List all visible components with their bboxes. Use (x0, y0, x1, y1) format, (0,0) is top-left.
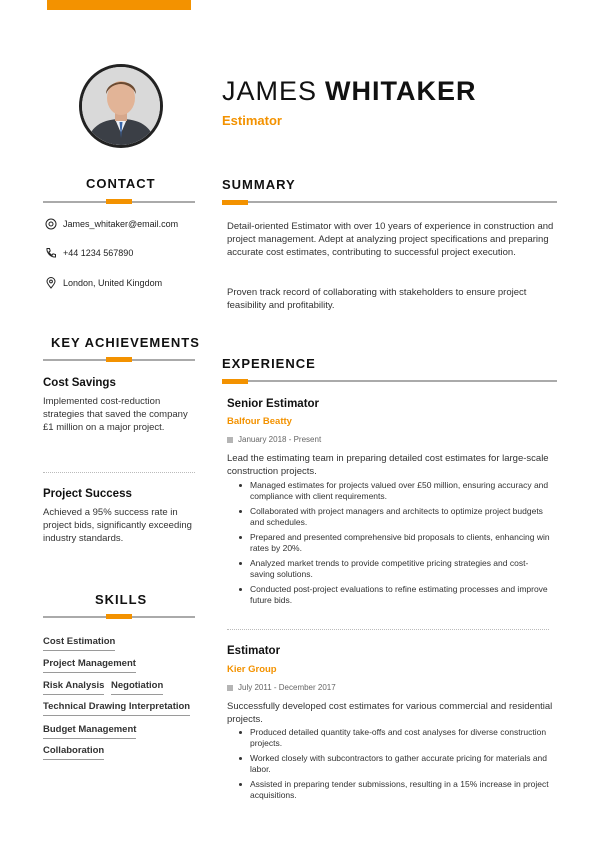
contact-phone-row (45, 247, 133, 259)
contact-email[interactable]: James_whitaker@email.com (63, 219, 179, 229)
job-title: Estimator (222, 113, 282, 128)
skill-tag: Collaboration (43, 745, 104, 760)
location-pin-icon (45, 277, 57, 289)
job-intro: Lead the estimating team in preparing detailed cost estimates for large-scale construction projects. (227, 453, 549, 477)
skills-heading: SKILLS (95, 592, 148, 607)
achievement-title: Project Success (43, 488, 132, 500)
achievement-title: Cost Savings (43, 377, 116, 389)
contact-accent (106, 199, 132, 204)
skills-accent (106, 614, 132, 619)
job-dates (227, 435, 321, 444)
job-divider (227, 629, 549, 630)
contact-phone[interactable]: +44 1234 567890 (63, 248, 134, 258)
experience-rule (222, 380, 557, 382)
skill-tag: Technical Drawing Interpretation (43, 701, 190, 716)
contact-heading: CONTACT (86, 176, 156, 191)
at-sign-icon (45, 218, 57, 230)
contact-email-row (45, 218, 178, 230)
job-bullets (250, 727, 550, 805)
job-company: Kier Group (227, 664, 277, 675)
job-company: Balfour Beatty (227, 416, 292, 427)
candidate-name (222, 76, 477, 107)
summary-accent (222, 200, 248, 205)
profile-photo (79, 64, 163, 148)
job-dates-text: January 2018 - Present (238, 435, 322, 444)
job-bullets (250, 480, 550, 610)
job-bullet: Produced detailed quantity take-offs and cost analyses for diverse construction projects. (250, 727, 550, 749)
contact-location: London, United Kingdom (63, 278, 163, 288)
job-bullet: Collaborated with project managers and architects to optimize project budgets and schedules. (250, 506, 550, 528)
skill-tag: Negotiation (111, 680, 163, 695)
job-bullet: Assisted in preparing tender submissions, resulting in a 15% increase in project acquisitions. (250, 779, 549, 800)
job-dates (227, 683, 336, 692)
experience-accent (222, 379, 248, 384)
last-name: WHITAKER (325, 76, 477, 106)
calendar-icon (227, 685, 233, 691)
job-intro: Successfully developed cost estimates for various commercial and residential projects. (227, 701, 553, 725)
achievement-divider (43, 472, 195, 473)
job-bullet: Managed estimates for projects valued over £50 million, ensuring accuracy and compliance with client requirements. (250, 480, 549, 501)
job-role: Estimator (227, 645, 281, 657)
first-name: JAMES (222, 76, 318, 106)
summary-paragraph: Proven track record of collaborating with stakeholders to ensure project feasibility and profitability. (227, 287, 527, 311)
summary-rule (222, 201, 557, 203)
person-portrait-icon (82, 67, 160, 145)
job-bullet: Conducted post-project evaluations to refine estimating processes and improve future bids. (250, 584, 550, 606)
experience-heading: EXPERIENCE (222, 356, 316, 371)
skill-tag: Cost Estimation (43, 636, 115, 651)
job-bullet: Worked closely with subcontractors to gather accurate pricing for materials and labor. (250, 753, 550, 775)
achievements-heading: KEY ACHIEVEMENTS (51, 335, 200, 350)
skill-tag: Risk Analysis (43, 680, 104, 695)
job-dates-text: July 2011 - December 2017 (238, 683, 336, 692)
contact-location-row (45, 277, 162, 289)
achievement-desc: Achieved a 95% success rate in project bids, significantly exceeding industry standards. (43, 507, 192, 544)
calendar-icon (227, 437, 233, 443)
achievements-accent (106, 357, 132, 362)
top-accent-bar (47, 0, 191, 10)
job-bullet: Analyzed market trends to provide competitive pricing strategies and cost-saving solutions. (250, 558, 550, 580)
phone-icon (45, 247, 57, 259)
job-role: Senior Estimator (227, 398, 320, 410)
skill-tag: Budget Management (43, 724, 136, 739)
summary-heading: SUMMARY (222, 177, 296, 192)
job-bullet: Prepared and presented comprehensive bid proposals to clients, enhancing win rates by 20%. (250, 532, 550, 553)
skill-tag: Project Management (43, 658, 136, 673)
achievement-desc: Implemented cost-reduction strategies that saved the company £1 million on a major project. (43, 396, 188, 433)
summary-paragraph: Detail-oriented Estimator with over 10 years of experience in construction and project management. Adept at analyzing project specifications and preparing accurate cost estimates, contributing to successful project execution. (227, 221, 554, 258)
